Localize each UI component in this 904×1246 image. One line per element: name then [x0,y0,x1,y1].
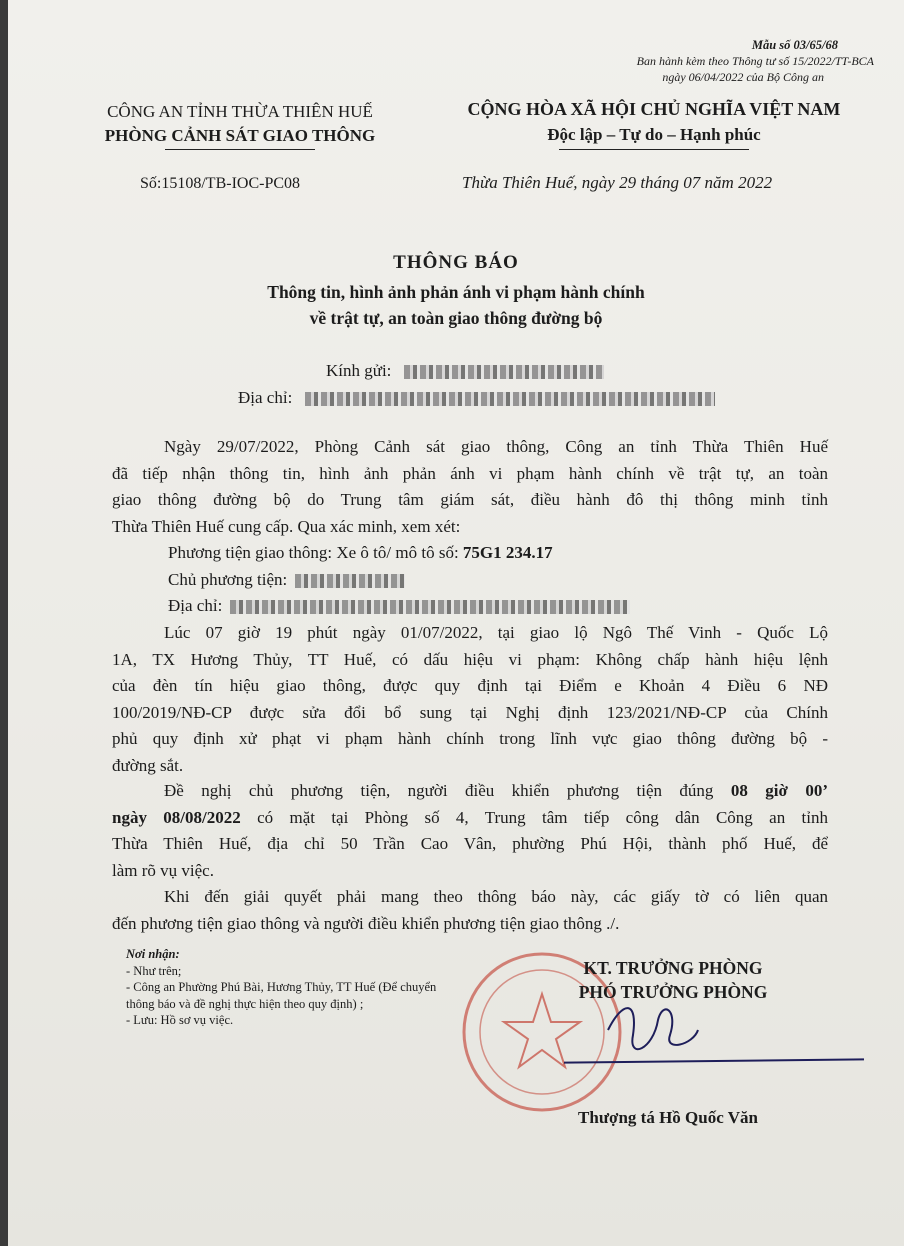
signer-position: PHÓ TRƯỞNG PHÒNG [578,982,768,1002]
owner-line [168,567,828,594]
receivers-heading: Nơi nhận: [126,947,180,961]
document-title: THÔNG BÁO [393,252,519,273]
place-date: Thừa Thiên Huế, ngày 29 tháng 07 năm 2022 [462,173,773,192]
text-line: 100/2019/NĐ-CP được sửa đổi bổ sung tại Nghị định 123/2021/NĐ-CP của Chính [112,702,828,722]
form-number: Mẫu số 03/65/68 [751,38,838,52]
paragraph-summons [112,778,828,884]
text-line: Thừa Thiên Huế, địa chỉ 50 Trần Cao Vân, phường Phú Hội, thành phố Huế, để [112,834,828,853]
signing-authority: KT. TRƯỞNG PHÒNG [583,958,763,978]
text-line: đã tiếp nhận thông tin, hình ảnh phản ánh vi phạm hành chính về trật tự, an toàn [112,463,828,483]
redacted-owner-address [230,600,630,614]
redacted-recipient [404,365,604,379]
signer-name: Thượng tá Hồ Quốc Văn [578,1108,758,1127]
agency-name: PHÒNG CẢNH SÁT GIAO THÔNG [104,126,376,145]
vehicle-label: Phương tiện giao thông: Xe ô tô/ mô tô số: [168,543,463,562]
agency-underline [165,149,315,150]
issued-note-line1: Ban hành kèm theo Thông tư số 15/2022/TT-BCA [636,54,874,68]
redacted-owner [295,574,405,588]
paragraph-instructions [112,884,828,937]
paragraph-violation [112,620,828,779]
text-line: đường sắt. [112,755,184,775]
text-line: Thừa Thiên Huế cung cấp. Qua xác minh, xem xét: [112,516,461,536]
recipient-label: Kính gửi: [326,361,392,380]
recipient-address-label: Địa chỉ: [238,388,293,407]
text-line: đến phương tiện giao thông và người điều khiển phương tiện giao thông ./. [112,913,620,933]
document-page [8,0,904,1246]
text-line: giao thông đường bộ do Trung tâm giám sát, điều hành đô thị thông minh tỉnh [112,490,828,509]
receiver-item: - Như trên; [126,963,182,978]
receiver-item: - Công an Phường Phú Bài, Hương Thủy, TT Huế (Để chuyển thông báo và đề nghị thực hiện theo quy định) ; [126,980,437,1011]
motto-underline [559,149,749,150]
handwritten-signature [598,990,708,1060]
document-subtitle-2: về trật tự, an toàn giao thông đường bộ [309,308,603,328]
owner-address-line [168,593,828,620]
text-line [112,805,828,832]
text-line: làm rõ vụ việc. [112,860,214,880]
receiver-item: - Lưu: Hồ sơ vụ việc. [126,1013,234,1027]
text-line: Lúc 07 giờ 19 phút ngày 01/07/2022, tại giao lộ Ngô Thế Vinh - Quốc Lộ [164,623,828,642]
text-line: của đèn tín hiệu giao thông, được quy định tại Điểm e Khoản 4 Điều 6 NĐ [112,676,828,695]
vehicle-details [168,540,828,620]
license-plate: 75G1 234.17 [462,543,553,562]
appointment-time: 08 giờ 00’ [730,781,828,800]
text-line: phủ quy định xử phạt vi phạm hành chính trong lĩnh vực giao thông đường bộ - [112,729,828,748]
appointment-date: ngày 08/08/2022 [112,807,241,827]
recipient-line [326,361,604,381]
document-number: Số:15108/TB-IOC-PC08 [140,175,301,192]
country-name: CỘNG HÒA XÃ HỘI CHỦ NGHĨA VIỆT NAM [467,99,841,119]
national-header [424,96,884,150]
recipient-address-line [238,388,715,408]
text-line: Ngày 29/07/2022, Phòng Cảnh sát giao thông, Công an tỉnh Thừa Thiên Huế [164,437,828,456]
owner-label: Chủ phương tiện: [168,569,288,589]
text-line [112,778,828,805]
agency-parent: CÔNG AN TỈNH THỪA THIÊN HUẾ [107,102,373,121]
text-line: Khi đến giải quyết phải mang theo thông báo này, các giấy tờ có liên quan [164,887,828,906]
receivers-block [126,946,466,1029]
motto: Độc lập – Tự do – Hạnh phúc [547,125,761,144]
text-fragment: có mặt tại Phòng số 4, Trung tâm tiếp công dân Công an tỉnh [240,807,828,827]
text-fragment: Đề nghị chủ phương tiện, người điều khiển phương tiện đúng [164,781,731,800]
redacted-recipient-address [305,392,715,406]
document-subtitle-1: Thông tin, hình ảnh phản ánh vi phạm hành chính [267,282,645,302]
paragraph-intro [112,434,828,540]
vehicle-line [168,540,828,567]
text-line: 1A, TX Hương Thủy, TT Huế, có dấu hiệu vi phạm: Không chấp hành hiệu lệnh [112,649,828,669]
owner-address-label: Địa chỉ: [168,596,223,615]
agency-header [70,100,410,150]
issued-note-line2: ngày 06/04/2022 của Bộ Công an [662,70,824,84]
